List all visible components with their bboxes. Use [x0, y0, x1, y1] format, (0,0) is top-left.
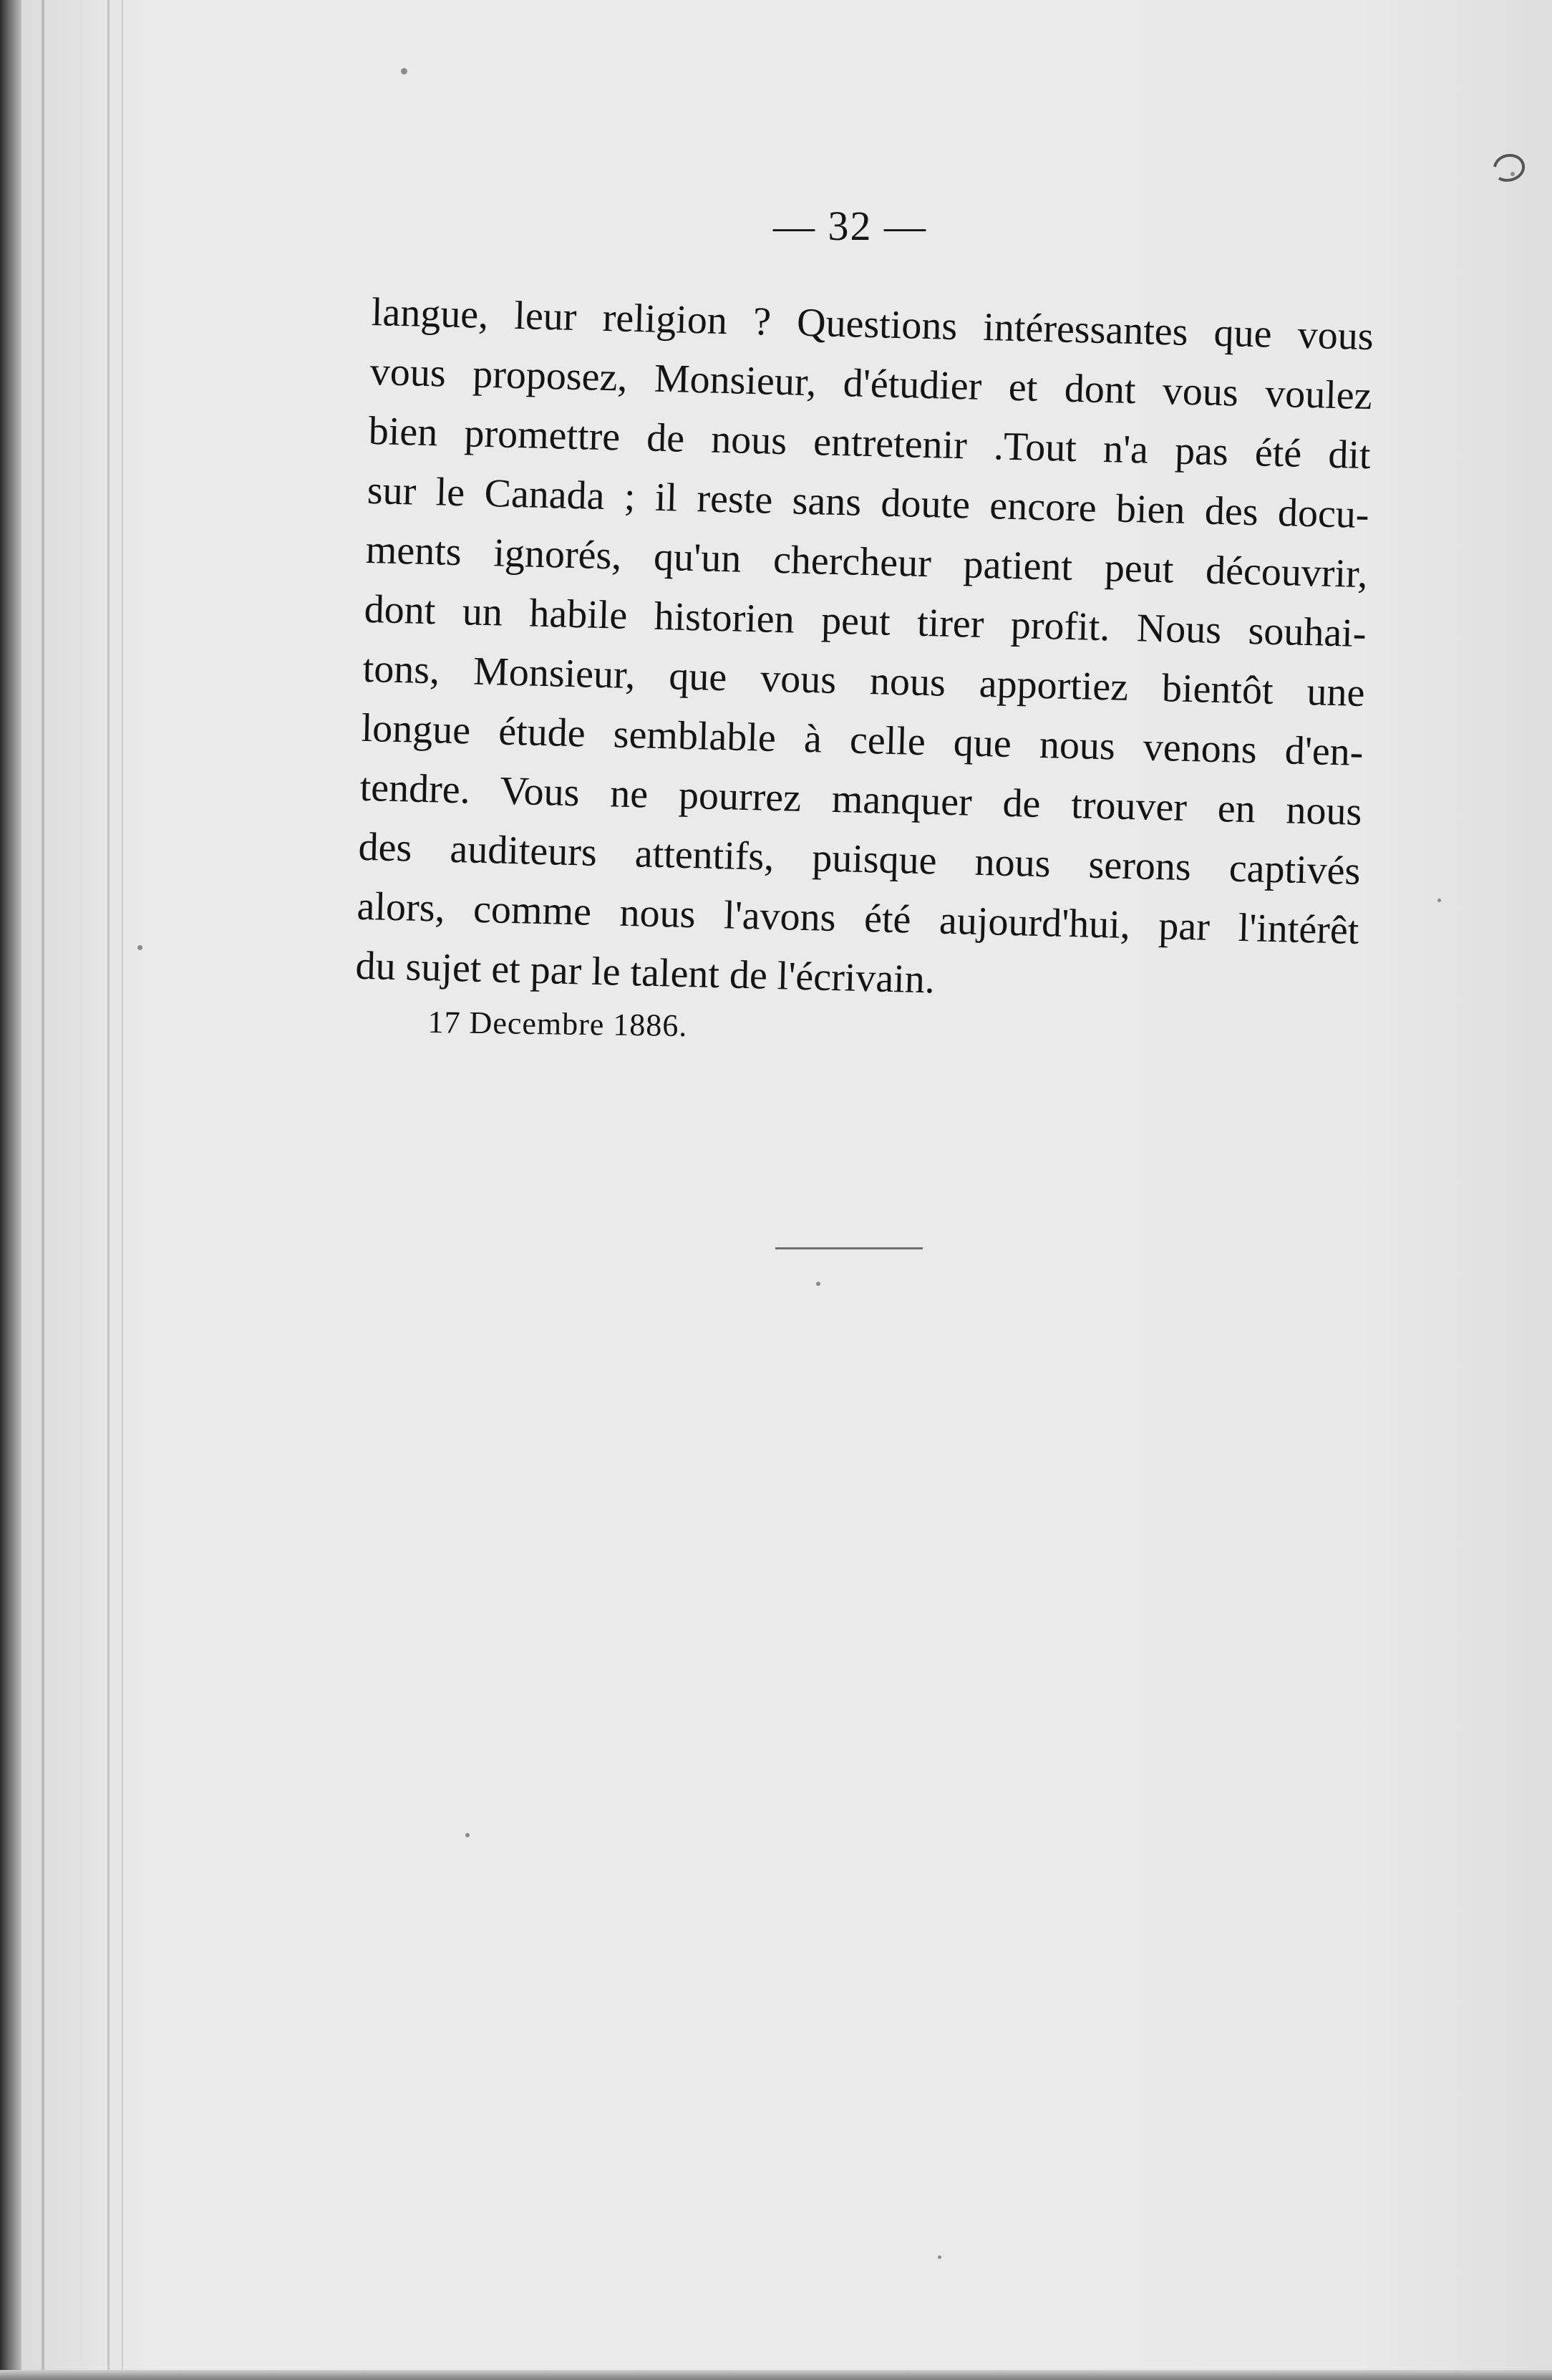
page-bottom-edge — [0, 2370, 1552, 2380]
paragraph-line: alors, comme nous l'avons été aujourd'hui, par l'intérêt — [356, 884, 1360, 953]
paragraph-line: langue, leur religion ? Questions intéressantes que vous — [371, 289, 1374, 359]
paragraph-line: vous proposez, Monsieur, d'étudier et dont vous voulez — [369, 349, 1373, 419]
paper-speck — [465, 1833, 470, 1837]
paper-speck — [401, 68, 407, 74]
paper-speck — [137, 945, 142, 950]
page-fold-line — [42, 0, 44, 2380]
paragraph-line: des auditeurs attentifs, puisque nous serons captivés — [357, 824, 1362, 894]
paper-speck — [938, 2255, 941, 2259]
body-paragraph — [355, 283, 1374, 1020]
page-number: — 32 — — [773, 203, 927, 249]
end-rule-divider — [775, 1247, 923, 1249]
corner-mark-icon — [1489, 147, 1529, 187]
paragraph-line: tendre. Vous ne pourrez manquer de trouver en nous — [359, 765, 1363, 834]
book-binding-edge — [0, 0, 21, 2380]
paragraph-line: ments ignorés, qu'un chercheur patient peut découvrir, — [365, 527, 1369, 597]
paragraph-line: dont un habile historien peut tirer profit. Nous souhai- — [364, 586, 1367, 657]
paragraph-line: du sujet et par le talent de l'écrivain. — [354, 943, 936, 1002]
page-fold-line — [107, 0, 110, 2380]
paper-speck — [1437, 899, 1441, 902]
page-fold-line — [122, 0, 123, 2380]
date-line: 17 Decembre 1886. — [427, 1004, 688, 1044]
paragraph-line: longue étude semblable à celle que nous venons d'en- — [361, 705, 1364, 775]
paragraph-line: bien promettre de nous entretenir .Tout n'a pas été dit — [368, 408, 1372, 478]
paragraph-line: sur le Canada ; il reste sans doute encore bien des docu- — [367, 468, 1370, 538]
paper-speck — [816, 1282, 820, 1286]
paragraph-line: tons, Monsieur, que vous nous apportiez bientôt une — [362, 646, 1366, 716]
